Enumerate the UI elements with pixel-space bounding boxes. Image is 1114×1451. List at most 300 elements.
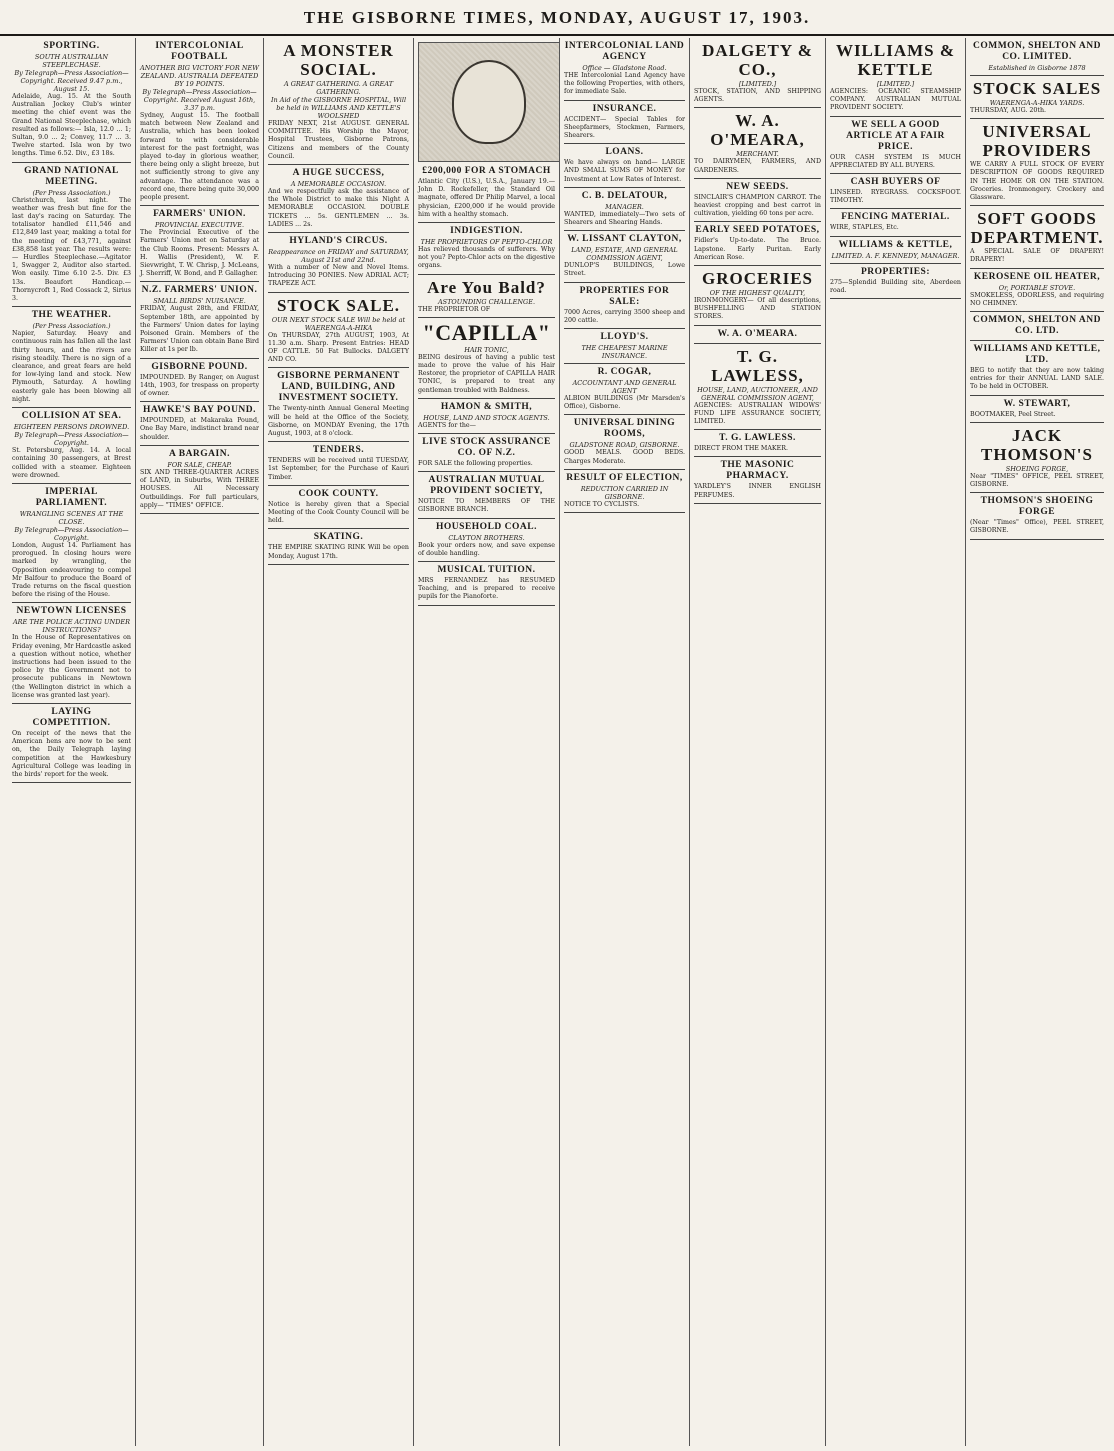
- article-body: WANTED, immediately—Two sets of Shearers and Shearing Hands.: [564, 210, 685, 227]
- article: [418, 522, 555, 562]
- article: [564, 191, 685, 231]
- article-body: THE PROPRIETOR OF: [418, 305, 491, 313]
- article-body: Sydney, August 15. The football match between New Zealand and Australia, which has been looked forward to with considerable interest for the past fortnight, was played to-day in glorious weather, there being only a slight breeze, but not sufficiently strong to give any advantage. The attendance was a record one, there being quite 30,000 people present.: [140, 112, 259, 202]
- article: [564, 41, 685, 101]
- article: [268, 371, 409, 442]
- article-body: TO DAIRYMEN, FARMERS, AND GARDENERS.: [694, 158, 821, 174]
- article-divider: [418, 274, 555, 275]
- article-divider: [564, 512, 685, 513]
- article: [970, 41, 1104, 76]
- article-body: 275—Splendid Building site, Aberdeen road.: [830, 278, 961, 294]
- article-heading: STOCK SALE.: [276, 295, 401, 315]
- article-body: IMPOUNDED, at Makaraka Pound, One Bay Mare, indistinct brand near shoulder.: [140, 417, 259, 441]
- article-subheading: CLAYTON BROTHERS.: [448, 533, 525, 542]
- article-divider: [830, 116, 961, 117]
- article: [970, 209, 1104, 268]
- article-subheading: ARE THE POLICE ACTING UNDER INSTRUCTIONS?: [12, 618, 131, 635]
- article-subheading: REDUCTION CARRIED IN GISBORNE.: [580, 484, 669, 501]
- article-body: THE EMPIRE SKATING RINK Will be open Monday, August 17th.: [268, 544, 409, 560]
- article-heading: HAMON & SMITH,: [440, 401, 533, 412]
- article: [830, 240, 961, 264]
- article-heading: NEW SEEDS.: [726, 181, 789, 192]
- article: [268, 236, 409, 293]
- article-body: (Near "Times" Office), PEEL STREET, GISBORNE.: [970, 519, 1104, 535]
- article-divider: [418, 433, 555, 434]
- article: [418, 226, 555, 275]
- article-body: Notice is hereby given that a Special Meeting of the Cook County Council will be held.: [268, 500, 409, 525]
- article-body: TENDERS will be received until TUESDAY, 1st September, for the Purchase of Kauri Timber.: [268, 457, 409, 481]
- article-heading: WE SELL A GOOD ARTICLE AT A FAIR PRICE.: [846, 119, 945, 152]
- article: [140, 449, 259, 514]
- article: [564, 104, 685, 145]
- article-heading: A HUGE SUCCESS,: [292, 168, 385, 179]
- article-heading: COOK COUNTY.: [298, 488, 379, 499]
- article-body: BEING desirous of having a public test made to prove the value of his Hair Restorer, the proprietor of CAPILLA HAIR TONIC, is prepared to treat any gentleman troubled with Baldness.: [418, 353, 555, 394]
- article-divider: [12, 407, 131, 408]
- article-body: Napier, Saturday. Heavy and continuous rain has fallen all the last thirty hours, and the rivers are rising steadily. There is no sign of a clearance, and great fears are held for low-lying land and stock. New Plymouth, Saturday. A howling easterly gale has been blowing all night.: [12, 330, 131, 403]
- article-heading: GROCERIES: [701, 269, 814, 289]
- article-heading: RESULT OF ELECTION,: [566, 472, 683, 483]
- article-heading: R. COGAR,: [597, 367, 652, 378]
- article-body: Near "TIMES" OFFICE, PEEL STREET, GISBORNE.: [970, 472, 1104, 489]
- article-divider: [564, 469, 685, 470]
- article-heading: LLOYD'S.: [600, 332, 649, 343]
- article-divider: [830, 173, 961, 174]
- article-divider: [564, 328, 685, 329]
- article-heading: UNIVERSAL PROVIDERS: [982, 122, 1092, 161]
- article-body: DIRECT FROM THE MAKER.: [694, 445, 788, 453]
- article: [418, 278, 555, 318]
- article-divider: [268, 164, 409, 165]
- article-divider: [268, 485, 409, 486]
- article-subheading: SMALL BIRDS' NUISANCE.: [153, 297, 246, 306]
- article-divider: [564, 282, 685, 283]
- article: [564, 286, 685, 329]
- article-heading: LIVE STOCK ASSURANCE CO. OF N.Z.: [422, 437, 551, 459]
- article-divider: [970, 118, 1104, 119]
- article-heading: STOCK SALES: [972, 79, 1102, 98]
- article-subheading: THE PROPRIETORS OF PEPTO-CHLOR: [420, 238, 553, 247]
- article-heading: MUSICAL TUITION.: [437, 565, 536, 576]
- article-body: SMOKELESS, ODORLESS, and requiring NO CHIMNEY.: [970, 291, 1104, 307]
- article-heading: W. STEWART,: [1003, 398, 1071, 409]
- article-body: ACCIDENT— Special Tables for Sheepfarmers, Stockmen, Farmers, Shearers.: [564, 115, 685, 140]
- article-body: Christchurch, last night. The weather was fresh but fine for the last day's racing on Saturday. The totalisator handled £11,546 and £12,849 last year, making a total for the meeting of £43,771, against £38,858 last year. The results were:— Hurdles Steeplechase.—Agitator 1, Swagger 2, Auditor also started. Won easily. Time 6.10 2-5. Div. £3 13s. Beaufort Handicap.—Thornycroft 1, Red Cossack 2, Sirius 3.: [12, 196, 131, 303]
- article-body: NOTICE TO MEMBERS OF THE GISBORNE BRANCH.: [418, 498, 555, 514]
- article-heading: FENCING MATERIAL.: [841, 212, 950, 223]
- article: [268, 445, 409, 486]
- article-subheading: HOUSE, LAND, AUCTIONEER, AND GENERAL COMMISSION AGENT,: [697, 385, 818, 402]
- article: [830, 267, 961, 299]
- article-heading: W. LISSANT CLAYTON,: [567, 234, 682, 245]
- article-heading: THOMSON'S SHOEING FORGE: [980, 496, 1094, 518]
- article-body: STOCK, STATION, AND SHIPPING AGENTS.: [694, 88, 821, 104]
- article-body: ALBION BUILDINGS (Mr Marsden's Office), Gisborne.: [564, 395, 685, 411]
- article-heading: UNIVERSAL DINING ROOMS,: [573, 418, 676, 440]
- article-subheading: ASTOUNDING CHALLENGE.: [437, 297, 536, 306]
- article-divider: [12, 782, 131, 783]
- article: [418, 321, 555, 399]
- article: [564, 234, 685, 282]
- article-heading: HOUSEHOLD COAL.: [436, 521, 537, 532]
- article-divider: [140, 281, 259, 282]
- article-body: On THURSDAY, 27th AUGUST, 1903, At 11.30 a.m. Sharp. Present Entries: HEAD OF CATTLE. 50 Fat Bullocks. DALGETY AND CO.: [268, 331, 409, 364]
- column-2: [136, 38, 264, 1446]
- article-divider: [970, 422, 1104, 423]
- article-divider: [418, 317, 555, 318]
- article-subheading: Reappearance on FRIDAY and SATURDAY, August 21st and 22nd.: [268, 248, 409, 265]
- article-subheading: WRANGLING SCENES AT THE CLOSE.: [19, 509, 124, 526]
- article-heading: PROPERTIES FOR SALE:: [579, 285, 670, 307]
- article-heading: COMMON, SHELTON AND CO. LTD.: [972, 315, 1101, 337]
- article-divider: [12, 483, 131, 484]
- article: [970, 344, 1104, 396]
- article-heading: NEWTOWN LICENSES: [16, 606, 127, 617]
- article-heading: WILLIAMS & KETTLE: [835, 41, 956, 79]
- article-subheading: OF THE HIGHEST QUALITY,: [709, 289, 806, 298]
- article-heading: JACK THOMSON'S: [981, 425, 1093, 464]
- article-heading: INSURANCE.: [592, 103, 657, 114]
- article: [268, 489, 409, 530]
- article: [694, 182, 821, 223]
- article-subheading: LAND, ESTATE, AND GENERAL COMMISSION AGENT,: [571, 246, 678, 263]
- article-body: BEG to notify that they are now taking entries for their ANNUAL LAND SALE. To be held in OCTOBER.: [970, 367, 1104, 391]
- article-body: FRIDAY, August 28th, and FRIDAY, September 18th, are appointed by the Farmers' Union dates for laying Poisoned Grain. Members of the Farmers' Union can obtain Bane Bird Killer at 1s per lb.: [140, 305, 259, 354]
- article-divider: [970, 395, 1104, 396]
- article-divider: [564, 100, 685, 101]
- article: [830, 120, 961, 174]
- article-heading: AUSTRALIAN MUTUAL PROVIDENT SOCIETY,: [428, 475, 545, 497]
- article: [830, 177, 961, 209]
- article: [12, 707, 131, 783]
- article-divider: [418, 605, 555, 606]
- column-4: [414, 38, 560, 1446]
- article-heading: THE MASONIC PHARMACY.: [720, 460, 795, 482]
- column-3: [264, 38, 414, 1446]
- article-body: We have always on hand— LARGE AND SMALL SUMS OF MONEY for Investment at Low Rates of Interest.: [564, 159, 685, 183]
- article-byline: In Aid of the GISBORNE HOSPITAL, Will be held in WILLIAMS AND KETTLE'S WOOLSHED: [270, 96, 407, 120]
- article-divider: [694, 325, 821, 326]
- article: [418, 565, 555, 606]
- article-heading: W. A. O'MEARA.: [717, 328, 798, 339]
- article-body: St. Petersburg, Aug. 14. A local containing 30 passengers, at Brest collided with a steamer. Eighteen were drowned.: [12, 447, 131, 479]
- article-subheading: Or, PORTABLE STOVE.: [998, 283, 1076, 292]
- article-body: YARDLEY'S INNER ENGLISH PERFUMES.: [694, 483, 821, 499]
- article-body: With a number of New and Novel Items. Introducing 30 PONIES. New ADRIAL ACT; TRAPEZE ACT.: [268, 264, 409, 288]
- article: [12, 487, 131, 603]
- article-divider: [268, 292, 409, 293]
- article: [140, 405, 259, 446]
- article-body: THURSDAY, AUG. 20th.: [970, 107, 1047, 114]
- article: [12, 411, 131, 484]
- article-body: DUNLOP'S BUILDINGS, Lowe Street.: [564, 262, 685, 278]
- article: [140, 209, 259, 282]
- article-heading: SOFT GOODS DEPARTMENT.: [970, 209, 1104, 248]
- article: [970, 122, 1104, 206]
- article: [970, 496, 1104, 539]
- article-heading: WILLIAMS & KETTLE,: [838, 239, 953, 250]
- article-heading: CASH BUYERS OF: [850, 177, 941, 188]
- article-subheading: WAERENGA-A-HIKA YARDS.: [989, 99, 1085, 107]
- article-body: FRIDAY NEXT, 21st AUGUST. GENERAL COMMITTEE. His Worship the Mayor, Hospital Trustees, Gisborne Patrons, Citizens and members of the County Council.: [268, 120, 409, 160]
- columns: [8, 38, 1108, 1446]
- article-divider: [418, 222, 555, 223]
- article-divider: [12, 703, 131, 704]
- article-heading: T. G. LAWLESS.: [719, 433, 796, 444]
- article-body: Adelaide, Aug. 15. At the South Australian Jockey Club's winter meeting the chief event was the Grand National Steeplechase, which resulted as follows:— Isla, 12.0 ... 1; Sultan, 9.0 ... 2; Convey, 11.7 ... 3. Twelve started. Isla won by two lengths. Time 6.52. Div., £3 18s.: [12, 93, 131, 158]
- article: [564, 147, 685, 188]
- article: [418, 42, 555, 223]
- article: [140, 41, 259, 206]
- article-body: Atlantic City (U.S.), U.S.A., January 19.—John D. Rockefeller, the Standard Oil magnate, offered Dr Philip Marvel, a local physician, £200,000 if he would provide him with a healthy stomach.: [418, 178, 555, 218]
- article-body: MRS FERNANDEZ has RESUMED Teaching, and is prepared to receive pupils for the Pianoforte.: [418, 577, 555, 601]
- article-heading: COLLISION AT SEA.: [21, 411, 122, 422]
- article-heading: THE WEATHER.: [31, 310, 112, 321]
- article: [268, 296, 409, 369]
- article-caption: £200,000 FOR A STOMACH: [422, 166, 551, 176]
- article-heading: LAYING COMPETITION.: [32, 706, 111, 728]
- article: [970, 399, 1104, 423]
- article-divider: [970, 205, 1104, 206]
- article-heading: HAWKE'S BAY POUND.: [142, 405, 257, 416]
- article-heading: "CAPILLA": [422, 319, 551, 345]
- article-divider: [418, 561, 555, 562]
- face-icon: [452, 60, 526, 144]
- article-divider: [418, 471, 555, 472]
- article-heading: PROPERTIES:: [860, 266, 931, 277]
- article-body: On receipt of the news that the American hens are now to be sent on, the Daily Telegraph laying competition at the Hawkesbury Agricultural College was leading in the birds' report for the week.: [12, 729, 131, 778]
- article-divider: [268, 367, 409, 368]
- article-subheading: HAIR TONIC,: [464, 345, 509, 354]
- article-heading: TENDERS.: [312, 445, 365, 456]
- article-byline: By Telegraph—Press Association—Copyright.: [14, 525, 129, 542]
- article-divider: [694, 265, 821, 266]
- article-heading: C. B. DELATOUR,: [581, 190, 668, 201]
- article-subheading: SHOEING FORGE,: [1005, 464, 1069, 473]
- article-divider: [268, 441, 409, 442]
- article-subheading: EIGHTEEN PERSONS DROWNED.: [13, 423, 130, 432]
- article-divider: [564, 363, 685, 364]
- article-divider: [140, 513, 259, 514]
- article-divider: [830, 263, 961, 264]
- article: [694, 347, 821, 431]
- article-divider: [694, 178, 821, 179]
- article-divider: [694, 456, 821, 457]
- article-heading: SKATING.: [313, 532, 364, 543]
- article: [694, 460, 821, 503]
- article-body: In the House of Representatives on Friday evening, Mr Hardcastle asked a question without notice, whether instructions had been issued to the police by the Government not to prosecute publicans in Newtown (the Wellington district in which a license was granted last year).: [12, 634, 131, 699]
- article-subheading: [LIMITED.]: [876, 80, 915, 88]
- article-heading: INDIGESTION.: [450, 226, 523, 237]
- article-heading: T. G. LAWLESS,: [711, 346, 804, 385]
- article-heading: A MONSTER SOCIAL.: [283, 41, 394, 79]
- article-divider: [268, 528, 409, 529]
- article: [694, 329, 821, 344]
- article-divider: [418, 518, 555, 519]
- article-divider: [12, 162, 131, 163]
- article-divider: [564, 143, 685, 144]
- article-body: The Provincial Executive of the Farmers' Union met on Saturday at the Club Rooms. Present: Messrs A. H. Wallis (President), W. F. Sievwright, T. W. Chrisp, J. McLeans, J. Sherriff, W. Bond, and P. Gallagher.: [140, 229, 259, 278]
- article-body: A SPECIAL SALE OF DRAPERY! DRAPERY!: [970, 248, 1104, 264]
- article: [564, 473, 685, 513]
- article-heading: FARMERS' UNION.: [153, 209, 246, 220]
- article-body: SIX AND THREE-QUARTER ACRES of LAND, in Suburbs, With THREE HOUSES. All Necessary Outbuildings. For full particulars, apply— "TIMES" OFFICE.: [140, 468, 259, 509]
- article: [564, 367, 685, 415]
- article: [970, 426, 1104, 493]
- article-body: BOOTMAKER, Peel Street.: [970, 410, 1056, 418]
- article-divider: [694, 343, 821, 344]
- article-divider: [12, 306, 131, 307]
- article-divider: [694, 107, 821, 108]
- article-heading: KEROSENE OIL HEATER,: [973, 271, 1101, 282]
- article-subheading: LIMITED. A. F. KENNEDY, MANAGER.: [831, 251, 960, 260]
- article-byline: By Telegraph—Press Association—Copyright. Received August 16th, 3.37 p.m.: [142, 88, 257, 112]
- article: [694, 41, 821, 108]
- article-body: OUR CASH SYSTEM IS MUCH APPRECIATED BY ALL BUYERS.: [830, 153, 961, 169]
- article-heading: GRAND NATIONAL MEETING.: [24, 165, 119, 187]
- article-byline: By Telegraph—Press Association—Copyright.: [14, 431, 129, 448]
- article-subheading: THE CHEAPEST MARINE INSURANCE.: [581, 344, 668, 361]
- column-8: [966, 38, 1108, 1446]
- article-body: IRONMONGERY— Of all descriptions, BUSHFELLING AND STATION STORES.: [694, 297, 821, 321]
- article-subheading: SOUTH AUSTRALIAN STEEPLECHASE.: [34, 53, 109, 69]
- article-divider: [564, 414, 685, 415]
- article-body: GOOD MEALS. GOOD BEDS. Charges Moderate.: [564, 449, 685, 465]
- article-subheading: Office — Gladstone Road.: [582, 64, 667, 72]
- newspaper-title: THE GISBORNE TIMES, MONDAY, AUGUST 17, 1903.: [303, 8, 811, 27]
- article-body: Fidler's Up-to-date. The Bruce. Lapstone. Early Puritan. Early American Rose.: [694, 237, 821, 261]
- article-body: WIRE, STAPLES, Etc.: [830, 224, 899, 232]
- article: [12, 166, 131, 308]
- column-6: [690, 38, 826, 1446]
- article-heading: EARLY SEED POTATOES,: [695, 225, 820, 236]
- article-subheading: [LIMITED.]: [738, 80, 777, 88]
- article: [268, 41, 409, 165]
- article-heading: SPORTING.: [43, 41, 100, 51]
- article-body: WE CARRY A FULL STOCK OF EVERY DESCRIPTION OF GOODS REQUIRED IN THE HOME OR ON THE STATION. Groceries. Ironmongery. Crockery and Glassware.: [970, 161, 1104, 202]
- article-heading: HYLAND'S CIRCUS.: [289, 236, 388, 247]
- article-heading: INTERCOLONIAL LAND AGENCY: [564, 41, 685, 62]
- article-divider: [268, 232, 409, 233]
- article-divider: [830, 208, 961, 209]
- article-divider: [970, 539, 1104, 540]
- article-body: IMPOUNDED. By Ranger, on August 14th, 1903, for trespass on property of owner.: [140, 373, 259, 398]
- article-body: Book your orders now, and save expense of double handling.: [418, 541, 555, 557]
- article-divider: [694, 503, 821, 504]
- article: [694, 225, 821, 266]
- article-heading: INTERCOLONIAL FOOTBALL: [155, 41, 244, 62]
- article-body: AGENCIES: AUSTRALIAN WIDOWS' FUND LIFE ASSURANCE SOCIETY, LIMITED.: [694, 401, 821, 426]
- article: [418, 402, 555, 434]
- article: [418, 437, 555, 472]
- column-7: [826, 38, 966, 1446]
- article: [140, 362, 259, 403]
- article: [970, 315, 1104, 341]
- article-subheading: OUR NEXT STOCK SALE Will be held at WAERENGA-A-HIKA: [271, 315, 406, 332]
- article-subheading: HOUSE, LAND AND STOCK AGENTS.: [423, 413, 550, 422]
- article-heading: COMMON, SHELTON AND CO. LIMITED.: [972, 41, 1101, 62]
- article: [830, 41, 961, 117]
- article: [970, 272, 1104, 312]
- article-body: The Twenty-ninth Annual General Meeting will be held at the Office of the Society, Gisborne, on MONDAY Evening, the 17th August, 1903, at 8 o'clock.: [268, 405, 409, 438]
- article-heading: GISBORNE POUND.: [151, 361, 248, 372]
- article-divider: [140, 401, 259, 402]
- masthead: [0, 0, 1114, 36]
- article-subheading: A GREAT GATHERING. A GREAT GATHERING.: [283, 80, 394, 96]
- article-subheading: ACCOUNTANT AND GENERAL AGENT: [572, 379, 677, 396]
- article-divider: [564, 187, 685, 188]
- article-body: SINCLAIR'S CHAMPION CARROT. The heaviest cropping and best carrot in cultivation, yielding 60 tons per acre.: [694, 193, 821, 218]
- article: [12, 310, 131, 408]
- article-body: FOR SALE the following properties.: [418, 460, 533, 468]
- article-divider: [418, 398, 555, 399]
- article-divider: [970, 492, 1104, 493]
- article-divider: [140, 358, 259, 359]
- article-body: THE Intercolonial Land Agency have the following Properties, with others, for immediate Sale.: [564, 72, 685, 96]
- article-divider: [970, 75, 1104, 76]
- article: [564, 332, 685, 364]
- article-heading: DALGETY & CO.,: [702, 41, 813, 79]
- article-divider: [564, 230, 685, 231]
- article-body: LINSEED. RYEGRASS. COCKSFOOT. TIMOTHY.: [830, 189, 961, 205]
- article-byline: By Telegraph—Press Association—Copyright. Received 9.47 p.m., August 15.: [14, 69, 129, 93]
- article-heading: N.Z. FARMERS' UNION.: [141, 285, 258, 296]
- article: [418, 475, 555, 518]
- article-body: And we respectfully ask the assistance of the Whole District to make this Night A MEMORABLE OCCASION. DOUBLE TICKETS ... 5s. GENTLEMEN ... 3s. LADIES ... 2s.: [268, 188, 409, 228]
- article: [694, 111, 821, 178]
- article-body: AGENCIES: OCEANIC STEAMSHIP COMPANY. AUSTRALIAN MUTUAL PROVIDENT SOCIETY.: [830, 88, 961, 112]
- article-body: Has relieved thousands of sufferers. Why not you? Pepto-Chlor acts on the digestive organs.: [418, 246, 555, 270]
- article: [140, 285, 259, 358]
- article-divider: [140, 445, 259, 446]
- article-divider: [970, 340, 1104, 341]
- portrait-illustration: [418, 42, 560, 162]
- article-body: London, August 14. Parliament has prorogued. In closing hours were marked by wrangling, the Opposition endeavouring to compel Mr Balfour to produce the Board of Trade returns on the fiscal question before the rising of the House.: [12, 541, 131, 599]
- article-divider: [970, 311, 1104, 312]
- article-divider: [268, 564, 409, 565]
- article: [694, 433, 821, 457]
- article-subheading: MANAGER.: [605, 202, 644, 211]
- article-body: NOTICE TO CYCLISTS.: [564, 500, 640, 508]
- article: [12, 41, 131, 163]
- article: [694, 269, 821, 326]
- article-byline: (Per Press Association.): [32, 322, 111, 331]
- article-divider: [830, 236, 961, 237]
- article: [268, 532, 409, 564]
- article-subheading: ANOTHER BIG VICTORY FOR NEW ZEALAND. AUSTRALIA DEFEATED BY 19 POINTS.: [140, 64, 259, 88]
- article-divider: [140, 205, 259, 206]
- article-heading: IMPERIAL PARLIAMENT.: [35, 486, 108, 508]
- article-subheading: A MEMORABLE OCCASION.: [290, 180, 387, 189]
- article: [12, 606, 131, 704]
- column-1: [8, 38, 136, 1446]
- column-5: [560, 38, 690, 1446]
- article-divider: [694, 429, 821, 430]
- article-divider: [12, 602, 131, 603]
- article-heading: LOANS.: [605, 147, 644, 158]
- article: [268, 168, 409, 233]
- article-divider: [970, 268, 1104, 269]
- article-heading: A BARGAIN.: [169, 448, 230, 459]
- article-subheading: Established in Gisborne 1878: [988, 64, 1086, 72]
- article-heading: W. A. O'MEARA,: [710, 111, 805, 150]
- article: [830, 212, 961, 236]
- article: [970, 79, 1104, 119]
- article-divider: [694, 221, 821, 222]
- article-heading: Are You Bald?: [427, 277, 546, 297]
- article-byline: (Per Press Association.): [32, 188, 111, 197]
- article-heading: GISBORNE PERMANENT LAND, BUILDING, AND INVESTMENT SOCIETY.: [277, 371, 400, 404]
